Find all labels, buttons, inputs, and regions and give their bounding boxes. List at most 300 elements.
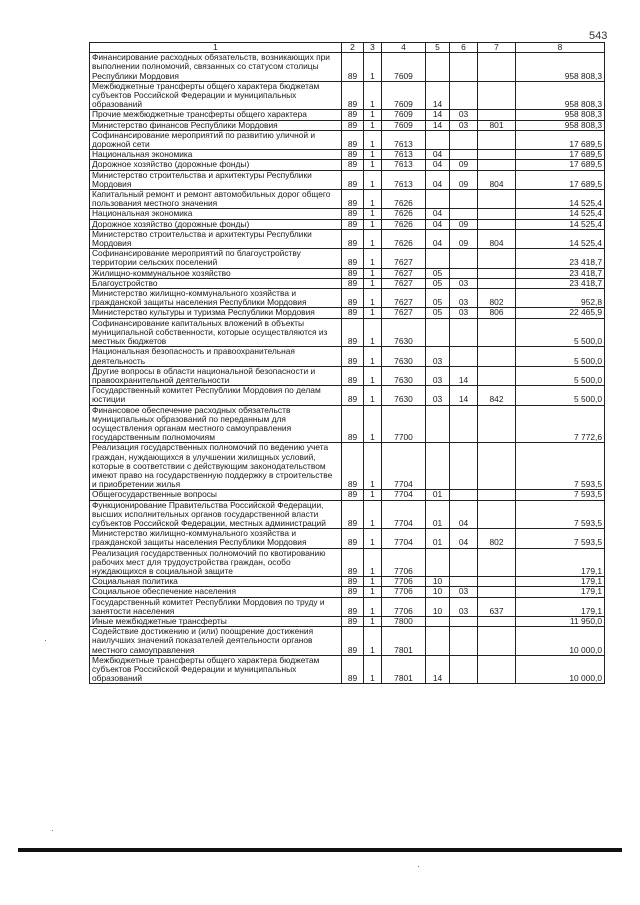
row-sum-cell: 958 808,3 xyxy=(516,53,605,82)
row-code-5: 14 xyxy=(426,120,450,130)
row-code-7 xyxy=(478,81,516,110)
row-code-4: 7609 xyxy=(382,120,426,130)
row-code-4: 7706 xyxy=(382,548,426,577)
row-code-5: 04 xyxy=(426,209,450,219)
row-name-cell: Капитальный ремонт и ремонт автомобильных дорог общего пользования местного значения xyxy=(90,190,342,209)
row-code-4: 7626 xyxy=(382,219,426,229)
row-name-cell: Софинансирование мероприятий по развитию уличной и дорожной сети xyxy=(90,130,342,149)
row-code-7 xyxy=(478,366,516,385)
row-sum-cell: 14 525,4 xyxy=(516,209,605,219)
table-row xyxy=(90,490,605,500)
row-code-3: 1 xyxy=(364,268,382,278)
row-code-4: 7801 xyxy=(382,627,426,656)
row-code-6 xyxy=(450,150,478,160)
row-code-7 xyxy=(478,405,516,443)
row-name-cell: Министерство строительства и архитектуры Республики Мордовия xyxy=(90,229,342,248)
row-code-5 xyxy=(426,616,450,626)
row-code-7: 804 xyxy=(478,229,516,248)
row-name-cell: Реализация государственных полномочий по ведению учета граждан, нуждающихся в улучшении жилищных условий, которые в соответствии с действующим законодательством имеют право на государственную поддержку в строительстве и приобретении жилья xyxy=(90,443,342,490)
row-code-3: 1 xyxy=(364,249,382,268)
row-code-2: 89 xyxy=(342,597,364,616)
row-code-5 xyxy=(426,130,450,149)
row-code-3: 1 xyxy=(364,490,382,500)
row-code-2: 89 xyxy=(342,289,364,308)
row-code-5: 04 xyxy=(426,160,450,170)
row-code-3: 1 xyxy=(364,597,382,616)
row-sum-cell: 958 808,3 xyxy=(516,110,605,120)
row-code-6 xyxy=(450,443,478,490)
row-code-6 xyxy=(450,616,478,626)
row-code-7 xyxy=(478,130,516,149)
row-code-5: 03 xyxy=(426,366,450,385)
row-sum-cell: 23 418,7 xyxy=(516,268,605,278)
row-sum-cell: 14 525,4 xyxy=(516,190,605,209)
column-header: 5 xyxy=(426,43,450,53)
table-row xyxy=(90,289,605,308)
row-code-5: 04 xyxy=(426,170,450,189)
row-code-5: 01 xyxy=(426,490,450,500)
row-sum-cell: 17 689,5 xyxy=(516,130,605,149)
row-code-3: 1 xyxy=(364,587,382,597)
row-code-7: 801 xyxy=(478,120,516,130)
row-code-5 xyxy=(426,318,450,347)
column-header: 2 xyxy=(342,43,364,53)
row-code-2: 89 xyxy=(342,347,364,366)
row-code-2: 89 xyxy=(342,366,364,385)
row-code-6: 03 xyxy=(450,120,478,130)
row-code-3: 1 xyxy=(364,616,382,626)
row-code-2: 89 xyxy=(342,190,364,209)
row-code-2: 89 xyxy=(342,268,364,278)
row-sum-cell: 7 593,5 xyxy=(516,529,605,548)
table-row xyxy=(90,529,605,548)
row-code-3: 1 xyxy=(364,150,382,160)
row-name-cell: Государственный комитет Республики Мордовия по делам юстиции xyxy=(90,386,342,405)
row-code-6: 03 xyxy=(450,289,478,308)
scan-speck xyxy=(45,640,46,641)
row-sum-cell: 17 689,5 xyxy=(516,150,605,160)
table-row xyxy=(90,587,605,597)
row-name-cell: Министерство строительства и архитектуры Республики Мордовия xyxy=(90,170,342,189)
table-row xyxy=(90,150,605,160)
row-code-3: 1 xyxy=(364,577,382,587)
row-name-cell: Министерство культуры и туризма Республики Мордовия xyxy=(90,308,342,318)
row-code-2: 89 xyxy=(342,209,364,219)
row-code-3: 1 xyxy=(364,366,382,385)
row-code-2: 89 xyxy=(342,308,364,318)
row-code-7 xyxy=(478,219,516,229)
row-code-5 xyxy=(426,443,450,490)
row-code-4: 7801 xyxy=(382,655,426,684)
row-code-7 xyxy=(478,500,516,529)
row-code-4: 7630 xyxy=(382,347,426,366)
row-name-cell: Реализация государственных полномочий по квотированию рабочих мест для трудоустройства граждан, особо нуждающихся в социальной защите xyxy=(90,548,342,577)
column-header: 4 xyxy=(382,43,426,53)
row-name-cell: Социальное обеспечение населения xyxy=(90,587,342,597)
table-row xyxy=(90,500,605,529)
row-sum-cell: 22 465,9 xyxy=(516,308,605,318)
row-code-5: 03 xyxy=(426,386,450,405)
row-code-2: 89 xyxy=(342,529,364,548)
row-code-6 xyxy=(450,268,478,278)
table-row xyxy=(90,308,605,318)
table-row xyxy=(90,170,605,189)
row-code-7: 842 xyxy=(478,386,516,405)
row-sum-cell: 7 593,5 xyxy=(516,500,605,529)
row-code-5: 10 xyxy=(426,577,450,587)
row-code-2: 89 xyxy=(342,160,364,170)
row-code-3: 1 xyxy=(364,53,382,82)
row-code-7 xyxy=(478,268,516,278)
column-header: 3 xyxy=(364,43,382,53)
row-sum-cell: 179,1 xyxy=(516,587,605,597)
row-code-7 xyxy=(478,490,516,500)
row-code-3: 1 xyxy=(364,81,382,110)
row-code-6: 03 xyxy=(450,278,478,288)
row-code-5 xyxy=(426,249,450,268)
row-code-3: 1 xyxy=(364,655,382,684)
row-code-2: 89 xyxy=(342,443,364,490)
row-code-2: 89 xyxy=(342,278,364,288)
row-name-cell: Министерство жилищно-коммунального хозяйства и гражданской защиты населения Республики Мордовия xyxy=(90,289,342,308)
row-code-4: 7609 xyxy=(382,110,426,120)
row-code-4: 7800 xyxy=(382,616,426,626)
row-code-5: 14 xyxy=(426,81,450,110)
row-name-cell: Софинансирование капитальных вложений в объекты муниципальной собственности, которые осуществляются из местных бюджетов xyxy=(90,318,342,347)
row-code-3: 1 xyxy=(364,318,382,347)
row-sum-cell: 14 525,4 xyxy=(516,219,605,229)
row-code-7 xyxy=(478,278,516,288)
row-sum-cell: 7 593,5 xyxy=(516,443,605,490)
row-code-2: 89 xyxy=(342,110,364,120)
row-name-cell: Общегосударственные вопросы xyxy=(90,490,342,500)
row-name-cell: Функционирование Правительства Российской Федерации, высших исполнительных органов государственной власти субъектов Российской Федерации, местных администраций xyxy=(90,500,342,529)
row-code-6 xyxy=(450,130,478,149)
row-code-4: 7706 xyxy=(382,597,426,616)
row-code-4: 7630 xyxy=(382,386,426,405)
row-sum-cell: 5 500,0 xyxy=(516,386,605,405)
table-row xyxy=(90,81,605,110)
row-code-2: 89 xyxy=(342,170,364,189)
row-code-7 xyxy=(478,443,516,490)
row-name-cell: Иные межбюджетные трансферты xyxy=(90,616,342,626)
row-name-cell: Национальная экономика xyxy=(90,150,342,160)
row-code-6 xyxy=(450,655,478,684)
row-code-2: 89 xyxy=(342,130,364,149)
row-code-6 xyxy=(450,627,478,656)
row-code-6 xyxy=(450,577,478,587)
row-name-cell: Дорожное хозяйство (дорожные фонды) xyxy=(90,160,342,170)
row-code-3: 1 xyxy=(364,347,382,366)
table-row xyxy=(90,268,605,278)
row-code-6 xyxy=(450,405,478,443)
row-name-cell: Софинансирование мероприятий по благоустройству территории сельских поселений xyxy=(90,249,342,268)
table-body xyxy=(90,53,605,684)
budget-table xyxy=(89,42,605,684)
row-code-6: 04 xyxy=(450,500,478,529)
row-code-2: 89 xyxy=(342,219,364,229)
row-name-cell: Межбюджетные трансферты общего характера бюджетам субъектов Российской Федерации и муниципальных образований xyxy=(90,81,342,110)
row-code-5 xyxy=(426,627,450,656)
row-sum-cell: 5 500,0 xyxy=(516,318,605,347)
row-sum-cell: 23 418,7 xyxy=(516,278,605,288)
row-code-3: 1 xyxy=(364,443,382,490)
row-code-3: 1 xyxy=(364,529,382,548)
row-name-cell: Благоустройство xyxy=(90,278,342,288)
row-code-2: 89 xyxy=(342,490,364,500)
row-code-4: 7613 xyxy=(382,160,426,170)
row-code-6: 04 xyxy=(450,529,478,548)
row-code-2: 89 xyxy=(342,81,364,110)
row-code-4: 7704 xyxy=(382,500,426,529)
row-code-6: 09 xyxy=(450,229,478,248)
row-code-3: 1 xyxy=(364,219,382,229)
scan-edge-line xyxy=(18,848,622,852)
row-code-3: 1 xyxy=(364,120,382,130)
row-code-7 xyxy=(478,616,516,626)
row-code-2: 89 xyxy=(342,53,364,82)
row-code-4: 7700 xyxy=(382,405,426,443)
row-code-2: 89 xyxy=(342,150,364,160)
column-header: 7 xyxy=(478,43,516,53)
row-code-4: 7609 xyxy=(382,53,426,82)
row-name-cell: Содействие достижению и (или) поощрение достижения наилучших значений показателей деятельности органов местного самоуправления xyxy=(90,627,342,656)
table-row xyxy=(90,616,605,626)
scan-speck xyxy=(52,830,53,831)
row-code-7 xyxy=(478,160,516,170)
row-code-6 xyxy=(450,347,478,366)
row-code-7 xyxy=(478,318,516,347)
row-code-7 xyxy=(478,347,516,366)
row-code-4: 7626 xyxy=(382,209,426,219)
row-code-2: 89 xyxy=(342,655,364,684)
row-code-7 xyxy=(478,548,516,577)
row-code-6 xyxy=(450,190,478,209)
row-code-4: 7704 xyxy=(382,529,426,548)
row-code-5: 10 xyxy=(426,587,450,597)
row-code-6 xyxy=(450,318,478,347)
table-row xyxy=(90,548,605,577)
table-row xyxy=(90,386,605,405)
row-sum-cell: 5 500,0 xyxy=(516,366,605,385)
row-code-4: 7609 xyxy=(382,81,426,110)
row-code-6: 03 xyxy=(450,597,478,616)
row-code-2: 89 xyxy=(342,405,364,443)
row-code-5: 01 xyxy=(426,529,450,548)
table-header-row xyxy=(90,43,605,53)
table-row xyxy=(90,219,605,229)
row-code-2: 89 xyxy=(342,229,364,248)
row-sum-cell: 179,1 xyxy=(516,548,605,577)
row-code-6: 09 xyxy=(450,219,478,229)
row-code-6: 03 xyxy=(450,587,478,597)
table-row xyxy=(90,597,605,616)
row-code-3: 1 xyxy=(364,548,382,577)
table-row xyxy=(90,209,605,219)
row-code-2: 89 xyxy=(342,616,364,626)
row-code-5 xyxy=(426,548,450,577)
scan-speck xyxy=(418,866,419,867)
row-code-2: 89 xyxy=(342,120,364,130)
row-code-3: 1 xyxy=(364,405,382,443)
row-code-2: 89 xyxy=(342,587,364,597)
row-sum-cell: 10 000,0 xyxy=(516,627,605,656)
row-code-5 xyxy=(426,190,450,209)
table-row xyxy=(90,318,605,347)
row-code-4: 7704 xyxy=(382,490,426,500)
row-code-7: 637 xyxy=(478,597,516,616)
row-sum-cell: 14 525,4 xyxy=(516,229,605,248)
row-code-7 xyxy=(478,655,516,684)
row-sum-cell: 23 418,7 xyxy=(516,249,605,268)
table-row xyxy=(90,53,605,82)
row-code-3: 1 xyxy=(364,278,382,288)
row-code-3: 1 xyxy=(364,386,382,405)
row-code-2: 89 xyxy=(342,386,364,405)
row-name-cell: Министерство жилищно-коммунального хозяйства и гражданской защиты населения Республики Мордовия xyxy=(90,529,342,548)
row-code-4: 7627 xyxy=(382,308,426,318)
row-code-4: 7627 xyxy=(382,289,426,308)
row-code-7 xyxy=(478,190,516,209)
row-code-4: 7613 xyxy=(382,150,426,160)
row-sum-cell: 179,1 xyxy=(516,597,605,616)
row-code-3: 1 xyxy=(364,130,382,149)
row-code-6 xyxy=(450,81,478,110)
table-row xyxy=(90,120,605,130)
row-code-7 xyxy=(478,587,516,597)
row-sum-cell: 10 000,0 xyxy=(516,655,605,684)
table-row xyxy=(90,249,605,268)
row-code-2: 89 xyxy=(342,577,364,587)
row-code-6 xyxy=(450,548,478,577)
table-row xyxy=(90,405,605,443)
row-code-5: 01 xyxy=(426,500,450,529)
column-header: 1 xyxy=(90,43,342,53)
page-number: 543 xyxy=(589,30,608,42)
row-sum-cell: 952,8 xyxy=(516,289,605,308)
row-code-7 xyxy=(478,249,516,268)
row-code-7 xyxy=(478,209,516,219)
row-name-cell: Финансирование расходных обязательств, возникающих при выполнении полномочий, связанных со статусом столицы Республики Мордовия xyxy=(90,53,342,82)
row-code-5 xyxy=(426,405,450,443)
table-row xyxy=(90,655,605,684)
row-code-5: 14 xyxy=(426,110,450,120)
row-code-6: 03 xyxy=(450,308,478,318)
table-row xyxy=(90,627,605,656)
row-code-3: 1 xyxy=(364,170,382,189)
row-code-5: 05 xyxy=(426,278,450,288)
row-sum-cell: 5 500,0 xyxy=(516,347,605,366)
row-code-3: 1 xyxy=(364,289,382,308)
row-code-4: 7627 xyxy=(382,249,426,268)
row-code-6: 14 xyxy=(450,366,478,385)
row-code-5: 04 xyxy=(426,229,450,248)
row-code-5: 10 xyxy=(426,597,450,616)
column-header: 6 xyxy=(450,43,478,53)
row-sum-cell: 17 689,5 xyxy=(516,170,605,189)
row-code-3: 1 xyxy=(364,500,382,529)
row-code-7 xyxy=(478,150,516,160)
row-code-7: 804 xyxy=(478,170,516,189)
row-code-5: 14 xyxy=(426,655,450,684)
row-sum-cell: 7 772,6 xyxy=(516,405,605,443)
table-row xyxy=(90,443,605,490)
row-code-3: 1 xyxy=(364,110,382,120)
row-code-5: 05 xyxy=(426,308,450,318)
row-code-6: 09 xyxy=(450,160,478,170)
row-sum-cell: 11 950,0 xyxy=(516,616,605,626)
table-row xyxy=(90,130,605,149)
row-name-cell: Государственный комитет Республики Мордовия по труду и занятости населения xyxy=(90,597,342,616)
row-code-4: 7626 xyxy=(382,229,426,248)
row-code-7: 802 xyxy=(478,529,516,548)
row-code-4: 7706 xyxy=(382,577,426,587)
row-code-4: 7706 xyxy=(382,587,426,597)
table-row xyxy=(90,278,605,288)
row-code-3: 1 xyxy=(364,229,382,248)
row-name-cell: Национальная экономика xyxy=(90,209,342,219)
row-name-cell: Прочие межбюджетные трансферты общего характера xyxy=(90,110,342,120)
row-code-7: 806 xyxy=(478,308,516,318)
row-sum-cell: 958 808,3 xyxy=(516,81,605,110)
row-sum-cell: 179,1 xyxy=(516,577,605,587)
table-row xyxy=(90,229,605,248)
table-row xyxy=(90,347,605,366)
table-row xyxy=(90,110,605,120)
row-code-4: 7613 xyxy=(382,130,426,149)
row-code-2: 89 xyxy=(342,627,364,656)
row-code-5 xyxy=(426,53,450,82)
row-code-7: 802 xyxy=(478,289,516,308)
row-code-5: 05 xyxy=(426,289,450,308)
row-code-7 xyxy=(478,627,516,656)
row-code-3: 1 xyxy=(364,308,382,318)
row-code-7 xyxy=(478,577,516,587)
row-code-6: 09 xyxy=(450,170,478,189)
row-sum-cell: 17 689,5 xyxy=(516,160,605,170)
row-code-6 xyxy=(450,490,478,500)
row-code-2: 89 xyxy=(342,318,364,347)
row-code-2: 89 xyxy=(342,249,364,268)
row-sum-cell: 7 593,5 xyxy=(516,490,605,500)
row-code-3: 1 xyxy=(364,209,382,219)
row-name-cell: Национальная безопасность и правоохранительная деятельность xyxy=(90,347,342,366)
row-code-7 xyxy=(478,110,516,120)
row-code-4: 7704 xyxy=(382,443,426,490)
row-code-6 xyxy=(450,209,478,219)
row-code-4: 7630 xyxy=(382,366,426,385)
row-code-5: 04 xyxy=(426,150,450,160)
row-name-cell: Дорожное хозяйство (дорожные фонды) xyxy=(90,219,342,229)
row-code-5: 03 xyxy=(426,347,450,366)
row-code-3: 1 xyxy=(364,627,382,656)
row-name-cell: Министерство финансов Республики Мордовия xyxy=(90,120,342,130)
table-row xyxy=(90,190,605,209)
row-name-cell: Жилищно-коммунальное хозяйство xyxy=(90,268,342,278)
row-code-4: 7627 xyxy=(382,268,426,278)
row-code-4: 7627 xyxy=(382,278,426,288)
table-row xyxy=(90,160,605,170)
row-code-3: 1 xyxy=(364,190,382,209)
row-sum-cell: 958 808,3 xyxy=(516,120,605,130)
row-code-4: 7630 xyxy=(382,318,426,347)
row-code-5: 05 xyxy=(426,268,450,278)
row-name-cell: Межбюджетные трансферты общего характера бюджетам субъектов Российской Федерации и муниципальных образований xyxy=(90,655,342,684)
row-code-6: 03 xyxy=(450,110,478,120)
row-code-6: 14 xyxy=(450,386,478,405)
row-code-4: 7626 xyxy=(382,190,426,209)
row-code-5: 04 xyxy=(426,219,450,229)
